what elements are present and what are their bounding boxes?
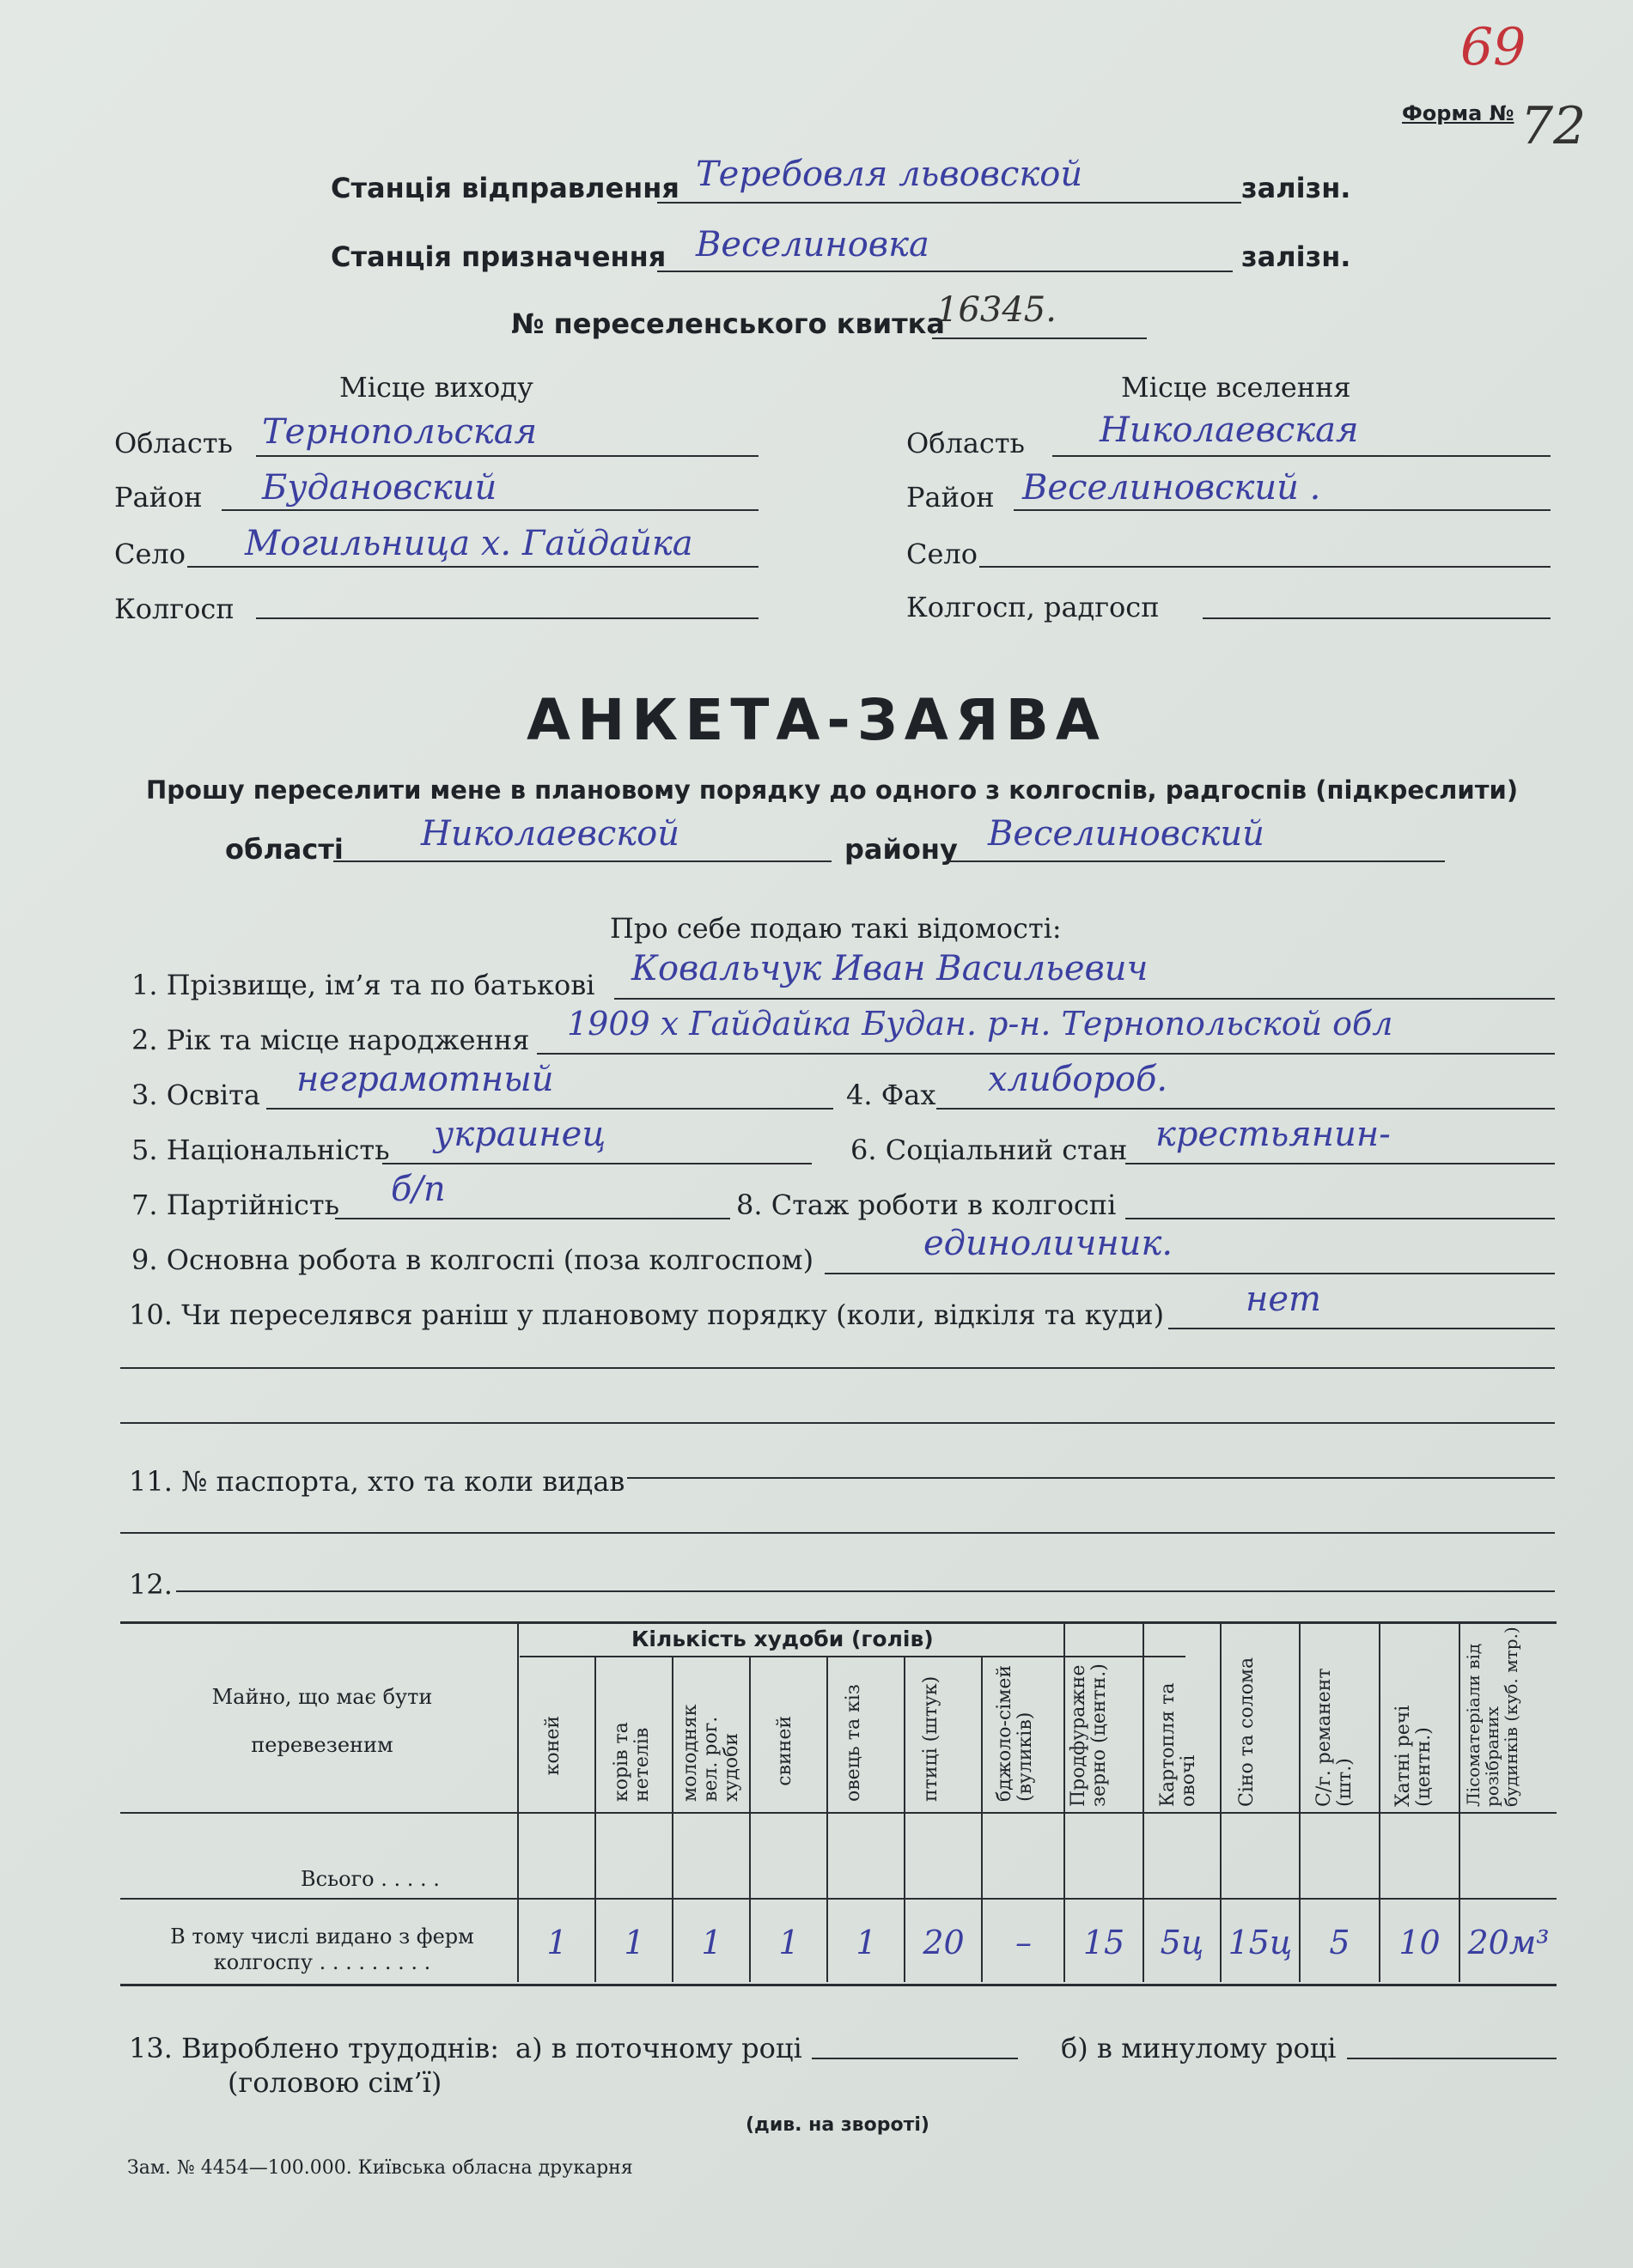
col-header: птиці (штук) [920, 1675, 941, 1802]
workdays-b-line [1347, 2058, 1557, 2059]
origin-rayon-value: Будановский [262, 468, 497, 508]
request-oblast-label: області [225, 833, 344, 866]
row-issued-value: 20 [923, 1924, 965, 1961]
field-4-line [936, 1108, 1555, 1110]
row-issued-value: 5 [1329, 1924, 1350, 1961]
livestock-header: Кількість худоби (голів) [631, 1627, 934, 1651]
field-10-value: нет [1246, 1280, 1321, 1319]
row-issued-value: 5ц [1160, 1924, 1204, 1961]
ticket-value: 16345. [936, 290, 1057, 330]
col-header: Лісоматеріали від розібраних будинків (куб. мтр.) [1463, 1627, 1521, 1807]
field-3-label: 3. Освіта [131, 1079, 260, 1111]
workdays-a-label: а) в поточному році [515, 2032, 802, 2064]
property-table [120, 1621, 1557, 1974]
col-header: корів та нетелів [611, 1722, 653, 1802]
row-issued-value: 10 [1398, 1924, 1441, 1961]
field-9-line [825, 1273, 1555, 1274]
dest-kolhosp-label: Колгосп, радгосп [906, 591, 1160, 623]
row-issued-value: 1 [856, 1924, 877, 1961]
col-divider [594, 1656, 596, 1982]
origin-oblast-line [256, 455, 759, 457]
origin-oblast-label: Область [114, 427, 233, 459]
field-4-value: хлибороб. [988, 1060, 1168, 1099]
col-divider [749, 1656, 751, 1982]
col-header: молодняк вел. рог. худоби [679, 1704, 742, 1802]
field-8-line [1125, 1218, 1555, 1219]
row-issued-value: 15ц [1228, 1924, 1293, 1961]
origin-oblast-value: Тернопольская [262, 412, 538, 452]
field-10-line-3 [120, 1422, 1555, 1424]
workdays-b-label: б) в минулому році [1061, 2032, 1337, 2064]
field-6-line [1125, 1163, 1555, 1164]
field-5-line [382, 1163, 812, 1164]
col-divider [826, 1656, 828, 1982]
field-10-label: 10. Чи переселявся раніш у плановому порядку (коли, відкіля та куди) [129, 1298, 1165, 1331]
ticket-line [932, 337, 1147, 339]
row-issued-value: 1 [624, 1924, 645, 1961]
request-text: Прошу переселити мене в плановому порядку до одного з колгоспів, радгоспів (підкреслити) [146, 775, 1519, 805]
request-oblast-value: Николаевской [421, 814, 680, 854]
col-header: свиней [774, 1716, 795, 1786]
destination-suffix: залізн. [1241, 240, 1351, 273]
field-3-line [266, 1108, 833, 1110]
workdays-sub: (головою сім’ї) [228, 2066, 442, 2099]
row-issued-value: 1 [546, 1924, 568, 1961]
col-header: бджоло-сімей (вуликів) [994, 1664, 1036, 1802]
table-bottom-border [120, 1984, 1557, 1986]
dest-oblast-value: Николаевская [1100, 410, 1359, 450]
field-12-label: 12. [129, 1568, 173, 1601]
field-9-label: 9. Основна робота в колгоспі (поза колгоспом) [131, 1243, 814, 1276]
col-divider [672, 1656, 673, 1982]
field-10-line-2 [120, 1367, 1555, 1369]
see-back-note: (див. на звороті) [746, 2114, 929, 2136]
col-header: Картопля та овочі [1157, 1682, 1199, 1807]
dest-oblast-label: Область [906, 427, 1025, 459]
origin-selo-label: Село [114, 538, 186, 570]
field-4-label: 4. Фах [846, 1079, 936, 1111]
field-9-value: единоличник. [923, 1224, 1173, 1263]
row-issued-value: 1 [778, 1924, 800, 1961]
form-number: 72 [1520, 96, 1587, 156]
destination-line [657, 271, 1233, 272]
dest-selo-line [979, 566, 1551, 568]
field-7-line [335, 1218, 730, 1219]
field-6-value: крестьянин- [1155, 1115, 1391, 1154]
field-2-value: 1909 х Гайдайка Будан. р-н. Тернопольской обл [567, 1005, 1393, 1043]
table-row-border [120, 1898, 1557, 1900]
field-8-label: 8. Стаж роботи в колгоспі [736, 1189, 1117, 1221]
origin-kolhosp-label: Колгосп [114, 593, 235, 625]
field-11-line [627, 1477, 1555, 1479]
col-header: овець та кіз [843, 1684, 864, 1802]
departure-suffix: залізн. [1241, 172, 1351, 204]
field-11-label: 11. № паспорта, хто та коли видав [129, 1465, 625, 1498]
row-total-label: Всього . . . . . [301, 1867, 440, 1891]
dest-oblast-line [1052, 455, 1551, 457]
field-7-label: 7. Партійність [131, 1189, 340, 1221]
request-rayon-label: району [844, 833, 958, 866]
row-issued-value: 1 [701, 1924, 722, 1961]
row-issued-value: 20м³ [1467, 1924, 1550, 1961]
field-2-label: 2. Рік та місце народження [131, 1024, 530, 1056]
dest-rayon-value: Веселиновский . [1022, 468, 1321, 508]
col-divider [904, 1656, 905, 1982]
col-header: С/г. реманент (шт.) [1313, 1668, 1356, 1807]
origin-kolhosp-line [256, 617, 759, 619]
request-rayon-line [947, 860, 1445, 862]
origin-selo-value: Могильница х. Гайдайка [245, 524, 693, 563]
request-rayon-value: Веселиновский [988, 814, 1264, 854]
field-6-label: 6. Соціальний стан [850, 1134, 1128, 1166]
dest-selo-label: Село [906, 538, 978, 570]
col-header: Сіно та солома [1236, 1657, 1258, 1807]
departure-station-value: Теребовля львовской [696, 155, 1083, 194]
printer-note: Зам. № 4454—100.000. Київська обласна друкарня [127, 2157, 633, 2179]
origin-rayon-line [222, 509, 759, 511]
destination-station-label: Станція призначення [331, 240, 667, 273]
workdays-label: 13. Вироблено трудоднів: [129, 2032, 499, 2064]
row-issued-value: 15 [1082, 1924, 1125, 1961]
field-12-line [176, 1590, 1555, 1592]
field-1-line [614, 998, 1555, 1000]
field-7-value: б/п [391, 1170, 446, 1209]
dest-rayon-line [1014, 509, 1551, 511]
field-10-line [1168, 1328, 1555, 1329]
field-5-label: 5. Національність [131, 1134, 390, 1166]
dest-heading: Місце вселення [1121, 371, 1351, 404]
col-header: Хатні речі (центн.) [1392, 1705, 1435, 1807]
departure-line [657, 202, 1241, 204]
document-title: АНКЕТА-ЗАЯВА [526, 687, 1106, 753]
row-issued-label: В тому числі видано з ферм колгоспу . . . . . . . . . [170, 1924, 474, 1974]
form-label: Форма № [1402, 101, 1514, 125]
archive-number-red: 69 [1460, 17, 1526, 77]
field-11-line-2 [120, 1532, 1555, 1534]
col-header: коней [542, 1716, 564, 1776]
field-5-value: украинец [434, 1115, 606, 1154]
workdays-a-line [812, 2058, 1018, 2059]
info-heading: Про себе подаю такі відомості: [610, 912, 1062, 945]
origin-heading: Місце виходу [339, 371, 533, 404]
col-divider [517, 1621, 519, 1982]
dest-rayon-label: Район [906, 481, 995, 514]
field-2-line [537, 1053, 1555, 1055]
property-header: Майно, що має бути перевезеним [211, 1685, 433, 1757]
ticket-label: № переселенського квитка [511, 307, 945, 340]
destination-station-value: Веселиновка [696, 225, 929, 264]
request-oblast-line [333, 860, 832, 862]
departure-station-label: Станція відправлення [331, 172, 679, 204]
dest-kolhosp-line [1203, 617, 1551, 619]
col-header: Продфуражне зерно (центн.) [1068, 1663, 1110, 1807]
table-top-border [120, 1621, 1557, 1624]
table-mid-border [120, 1812, 1557, 1814]
origin-rayon-label: Район [114, 481, 203, 514]
origin-selo-line [187, 566, 759, 568]
field-3-value: неграмотный [296, 1060, 554, 1099]
field-1-value: Ковальчук Иван Васильевич [631, 949, 1149, 988]
field-1-label: 1. Прізвище, ім’я та по батькові [131, 969, 595, 1001]
row-issued-value: – [1015, 1924, 1032, 1961]
col-divider [981, 1656, 983, 1982]
